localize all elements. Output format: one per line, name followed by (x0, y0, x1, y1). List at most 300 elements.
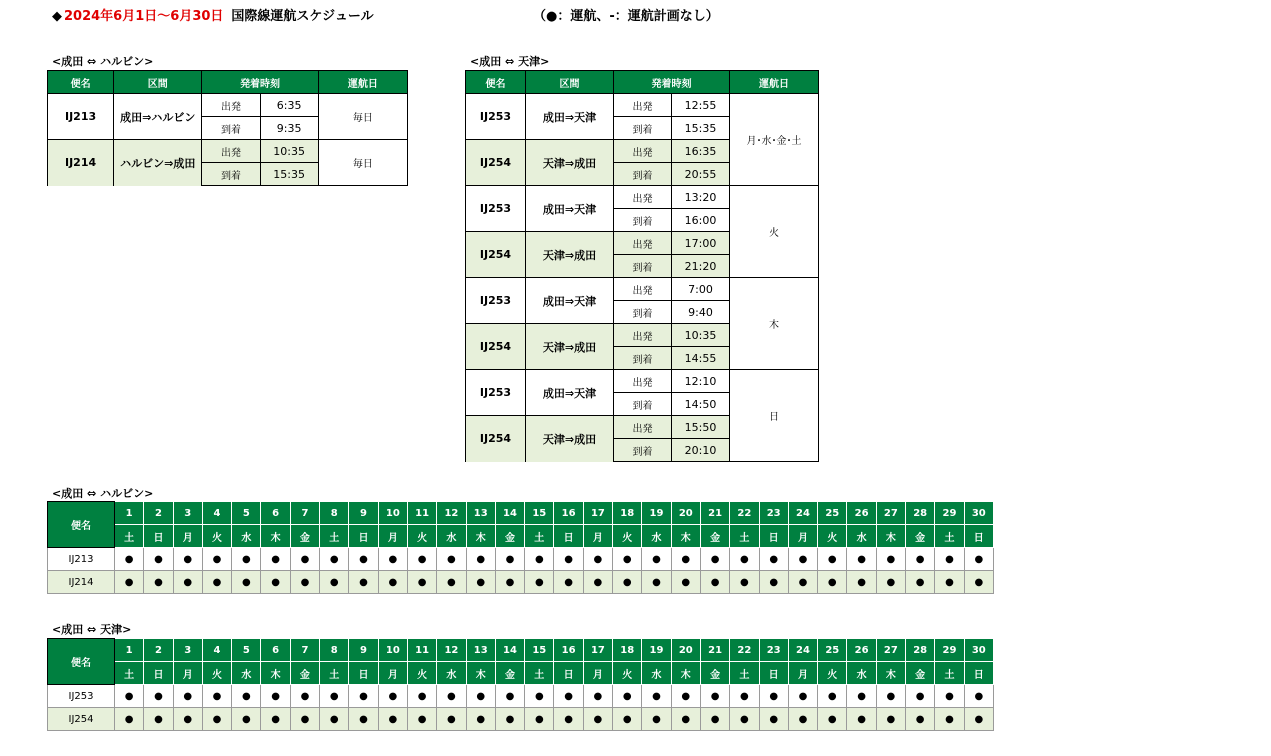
title-text: 国際線運航スケジュール (231, 9, 374, 24)
weekday-cell: 月 (378, 525, 407, 548)
weekday-cell: 月 (173, 662, 202, 685)
route: 成田⇒天津 (526, 94, 614, 140)
route: 天津⇒成田 (526, 416, 614, 462)
weekday-cell: 金 (700, 662, 729, 685)
schedule-row (466, 186, 819, 209)
operation-mark: ● (349, 685, 378, 708)
date-cell: 4 (202, 502, 231, 525)
arr-time: 15:35 (260, 163, 318, 186)
date-cell: 12 (437, 502, 466, 525)
date-cell: 22 (730, 639, 759, 662)
operation-mark: ● (115, 571, 144, 594)
weekday-cell: 日 (759, 525, 788, 548)
calendar-row (48, 548, 994, 571)
weekday-cell: 日 (759, 662, 788, 685)
date-cell: 17 (583, 639, 612, 662)
operation-mark: ● (495, 708, 524, 731)
arr-label: 到着 (614, 209, 672, 232)
weekday-cell: 火 (613, 525, 642, 548)
weekday-cell: 日 (964, 662, 993, 685)
flight-number: IJ254 (466, 324, 526, 370)
date-cell: 8 (320, 502, 349, 525)
operation-mark: ● (232, 571, 261, 594)
operation-mark: ● (818, 708, 847, 731)
col-flight: 便名 (48, 502, 115, 548)
weekday-cell: 土 (935, 662, 964, 685)
weekday-cell: 水 (437, 525, 466, 548)
operation-mark: ● (466, 685, 495, 708)
weekday-cell: 土 (115, 662, 144, 685)
dep-label: 出発 (614, 232, 672, 255)
weekday-cell: 水 (847, 662, 876, 685)
arr-time: 9:40 (672, 301, 730, 324)
operation-mark: ● (700, 548, 729, 571)
operation-mark: ● (818, 571, 847, 594)
weekday-cell: 月 (788, 525, 817, 548)
operation-mark: ● (202, 571, 231, 594)
date-cell: 25 (818, 502, 847, 525)
date-cell: 29 (935, 639, 964, 662)
dep-time: 12:10 (672, 370, 730, 393)
operation-mark: ● (671, 685, 700, 708)
flight-number: IJ254 (466, 232, 526, 278)
weekday-cell: 土 (320, 662, 349, 685)
date-cell: 2 (144, 502, 173, 525)
operation-mark: ● (261, 571, 290, 594)
operation-mark: ● (320, 685, 349, 708)
operation-mark: ● (466, 708, 495, 731)
date-cell: 22 (730, 502, 759, 525)
operation-mark: ● (759, 708, 788, 731)
dep-label: 出発 (614, 370, 672, 393)
date-cell: 4 (202, 639, 231, 662)
date-row (48, 639, 994, 662)
flight-number: IJ214 (48, 140, 114, 186)
dep-time: 15:50 (672, 416, 730, 439)
arr-time: 16:00 (672, 209, 730, 232)
operation-mark: ● (935, 685, 964, 708)
date-cell: 26 (847, 502, 876, 525)
weekday-cell: 水 (232, 662, 261, 685)
operation-mark: ● (730, 708, 759, 731)
flight-number: IJ254 (466, 140, 526, 186)
date-cell: 14 (495, 639, 524, 662)
operation-mark: ● (173, 571, 202, 594)
operation-mark: ● (349, 548, 378, 571)
operation-mark: ● (466, 571, 495, 594)
date-cell: 12 (437, 639, 466, 662)
calendar-row (48, 685, 994, 708)
dep-label: 出発 (614, 278, 672, 301)
flight-number: IJ253 (466, 278, 526, 324)
operation-mark: ● (730, 548, 759, 571)
operation-mark: ● (788, 708, 817, 731)
operation-mark: ● (349, 571, 378, 594)
date-cell: 30 (964, 639, 993, 662)
date-cell: 9 (349, 639, 378, 662)
operation-mark: ● (818, 548, 847, 571)
weekday-cell: 火 (202, 525, 231, 548)
flight-number: IJ254 (466, 416, 526, 462)
weekday-cell: 木 (876, 525, 905, 548)
operation-mark: ● (671, 548, 700, 571)
arr-time: 9:35 (260, 117, 318, 140)
schedule-row (48, 140, 408, 163)
operation-mark: ● (583, 685, 612, 708)
operation-mark: ● (144, 548, 173, 571)
operation-mark: ● (554, 708, 583, 731)
col-days: 運航日 (730, 71, 819, 94)
operation-mark: ● (378, 571, 407, 594)
operating-days: 月･水･金･土 (730, 94, 819, 186)
date-cell: 3 (173, 639, 202, 662)
date-cell: 27 (876, 639, 905, 662)
operation-mark: ● (613, 548, 642, 571)
flight-number: IJ253 (466, 186, 526, 232)
date-cell: 16 (554, 502, 583, 525)
route: 天津⇒成田 (526, 324, 614, 370)
date-cell: 20 (671, 502, 700, 525)
dep-time: 7:00 (672, 278, 730, 301)
weekday-cell: 月 (788, 662, 817, 685)
arr-label: 到着 (614, 439, 672, 462)
operation-mark: ● (876, 685, 905, 708)
operation-mark: ● (700, 685, 729, 708)
col-time: 発着時刻 (202, 71, 318, 94)
date-cell: 28 (906, 502, 935, 525)
operation-mark: ● (935, 571, 964, 594)
operation-mark: ● (115, 548, 144, 571)
operation-mark: ● (144, 685, 173, 708)
operating-days: 日 (730, 370, 819, 462)
tianjin-calendar-caption: <成田 ⇔ 天津> (52, 623, 132, 636)
operation-mark: ● (613, 571, 642, 594)
operation-mark: ● (115, 685, 144, 708)
operation-mark: ● (876, 708, 905, 731)
dep-time: 13:20 (672, 186, 730, 209)
operation-mark: ● (759, 548, 788, 571)
operation-mark: ● (906, 548, 935, 571)
date-cell: 5 (232, 502, 261, 525)
operation-mark: ● (964, 571, 993, 594)
diamond-bullet: ◆ (52, 9, 62, 24)
weekday-cell: 日 (554, 525, 583, 548)
date-cell: 25 (818, 639, 847, 662)
harbin-calendar-caption: <成田 ⇔ ハルビン> (52, 487, 154, 500)
flight-number: IJ254 (48, 708, 115, 731)
date-cell: 24 (788, 639, 817, 662)
col-flight: 便名 (48, 639, 115, 685)
operation-mark: ● (876, 548, 905, 571)
date-row (48, 502, 994, 525)
date-cell: 2 (144, 639, 173, 662)
col-flight: 便名 (48, 71, 114, 94)
operating-days: 木 (730, 278, 819, 370)
operation-mark: ● (525, 571, 554, 594)
operation-mark: ● (202, 708, 231, 731)
flight-number: IJ213 (48, 548, 115, 571)
weekday-cell: 金 (906, 662, 935, 685)
dep-time: 10:35 (672, 324, 730, 347)
operation-mark: ● (935, 548, 964, 571)
dep-label: 出発 (614, 94, 672, 117)
weekday-cell: 月 (378, 662, 407, 685)
schedule-row (466, 94, 819, 117)
weekday-cell: 月 (583, 662, 612, 685)
date-cell: 8 (320, 639, 349, 662)
operation-mark: ● (407, 685, 436, 708)
dep-label: 出発 (614, 186, 672, 209)
legend-text: （●：運航、-：運航計画なし） (533, 9, 719, 24)
weekday-cell: 土 (730, 662, 759, 685)
date-cell: 11 (407, 502, 436, 525)
date-cell: 28 (906, 639, 935, 662)
arr-label: 到着 (202, 163, 260, 186)
weekday-cell: 土 (320, 525, 349, 548)
operation-mark: ● (818, 685, 847, 708)
weekday-cell: 土 (115, 525, 144, 548)
operation-mark: ● (759, 685, 788, 708)
operation-mark: ● (173, 685, 202, 708)
operation-mark: ● (554, 548, 583, 571)
route: 成田⇒ハルビン (114, 94, 202, 140)
operation-mark: ● (642, 685, 671, 708)
operation-mark: ● (906, 571, 935, 594)
operation-mark: ● (437, 548, 466, 571)
date-cell: 19 (642, 639, 671, 662)
weekday-cell: 火 (818, 662, 847, 685)
operation-mark: ● (378, 708, 407, 731)
weekday-cell: 木 (671, 525, 700, 548)
operation-mark: ● (437, 708, 466, 731)
date-cell: 15 (525, 639, 554, 662)
operation-mark: ● (730, 685, 759, 708)
weekday-cell: 金 (290, 662, 319, 685)
operation-mark: ● (847, 708, 876, 731)
dep-time: 12:55 (672, 94, 730, 117)
dep-time: 6:35 (260, 94, 318, 117)
date-cell: 9 (349, 502, 378, 525)
calendar-row (48, 571, 994, 594)
date-cell: 10 (378, 502, 407, 525)
col-section: 区間 (114, 71, 202, 94)
operation-mark: ● (730, 571, 759, 594)
operating-days: 毎日 (318, 140, 407, 186)
date-cell: 21 (700, 502, 729, 525)
weekday-cell: 水 (642, 662, 671, 685)
operation-mark: ● (202, 685, 231, 708)
operation-mark: ● (115, 708, 144, 731)
operation-mark: ● (261, 548, 290, 571)
operation-mark: ● (788, 571, 817, 594)
weekday-cell: 火 (818, 525, 847, 548)
dep-time: 10:35 (260, 140, 318, 163)
operation-mark: ● (906, 708, 935, 731)
weekday-cell: 土 (525, 662, 554, 685)
dep-label: 出発 (614, 324, 672, 347)
tianjin-schedule-table (465, 70, 819, 462)
operation-mark: ● (583, 548, 612, 571)
weekday-cell: 金 (495, 662, 524, 685)
flight-number: IJ214 (48, 571, 115, 594)
date-cell: 19 (642, 502, 671, 525)
date-cell: 5 (232, 639, 261, 662)
operation-mark: ● (671, 708, 700, 731)
operation-mark: ● (495, 685, 524, 708)
operation-mark: ● (261, 708, 290, 731)
operation-mark: ● (964, 685, 993, 708)
operation-mark: ● (964, 548, 993, 571)
weekday-cell: 木 (466, 525, 495, 548)
dep-label: 出発 (202, 140, 260, 163)
arr-time: 14:55 (672, 347, 730, 370)
operating-days: 毎日 (318, 94, 407, 140)
schedule-row (48, 94, 408, 117)
date-cell: 10 (378, 639, 407, 662)
tianjin-schedule-caption: <成田 ⇔ 天津> (470, 55, 550, 68)
route: 天津⇒成田 (526, 140, 614, 186)
col-section: 区間 (526, 71, 614, 94)
operation-mark: ● (173, 548, 202, 571)
weekday-cell: 日 (144, 662, 173, 685)
operation-mark: ● (525, 685, 554, 708)
date-cell: 15 (525, 502, 554, 525)
operation-mark: ● (554, 571, 583, 594)
operation-mark: ● (788, 548, 817, 571)
dep-label: 出発 (614, 140, 672, 163)
operation-mark: ● (290, 708, 319, 731)
weekday-cell: 火 (407, 662, 436, 685)
weekday-cell: 日 (964, 525, 993, 548)
operation-mark: ● (671, 571, 700, 594)
operation-mark: ● (232, 548, 261, 571)
arr-time: 14:50 (672, 393, 730, 416)
weekday-cell: 火 (202, 662, 231, 685)
operation-mark: ● (759, 571, 788, 594)
flight-number: IJ213 (48, 94, 114, 140)
weekday-cell: 火 (407, 525, 436, 548)
date-cell: 7 (290, 639, 319, 662)
operation-mark: ● (583, 571, 612, 594)
arr-time: 15:35 (672, 117, 730, 140)
operation-mark: ● (378, 685, 407, 708)
arr-label: 到着 (614, 117, 672, 140)
weekday-cell: 木 (261, 525, 290, 548)
dep-label: 出発 (614, 416, 672, 439)
operation-mark: ● (202, 548, 231, 571)
operation-mark: ● (583, 708, 612, 731)
dep-time: 17:00 (672, 232, 730, 255)
operation-mark: ● (173, 708, 202, 731)
weekday-cell: 月 (173, 525, 202, 548)
operation-mark: ● (407, 548, 436, 571)
weekday-row (48, 525, 994, 548)
operation-mark: ● (554, 685, 583, 708)
date-cell: 6 (261, 502, 290, 525)
operation-mark: ● (320, 708, 349, 731)
operation-mark: ● (437, 685, 466, 708)
date-cell: 24 (788, 502, 817, 525)
harbin-schedule-caption: <成田 ⇔ ハルビン> (52, 55, 154, 68)
operation-mark: ● (700, 708, 729, 731)
date-cell: 14 (495, 502, 524, 525)
operation-mark: ● (437, 571, 466, 594)
weekday-cell: 水 (232, 525, 261, 548)
date-cell: 20 (671, 639, 700, 662)
date-cell: 13 (466, 502, 495, 525)
operation-mark: ● (495, 548, 524, 571)
arr-label: 到着 (202, 117, 260, 140)
operation-mark: ● (378, 548, 407, 571)
date-cell: 26 (847, 639, 876, 662)
operation-mark: ● (232, 708, 261, 731)
route: 成田⇒天津 (526, 186, 614, 232)
operation-mark: ● (525, 708, 554, 731)
operation-mark: ● (349, 708, 378, 731)
calendar-row (48, 708, 994, 731)
weekday-cell: 木 (261, 662, 290, 685)
weekday-cell: 土 (525, 525, 554, 548)
weekday-row (48, 662, 994, 685)
date-cell: 29 (935, 502, 964, 525)
weekday-cell: 金 (290, 525, 319, 548)
operation-mark: ● (847, 571, 876, 594)
operation-mark: ● (906, 685, 935, 708)
date-cell: 7 (290, 502, 319, 525)
operation-mark: ● (642, 708, 671, 731)
operation-mark: ● (466, 548, 495, 571)
date-cell: 18 (613, 502, 642, 525)
operation-mark: ● (407, 571, 436, 594)
operation-mark: ● (525, 548, 554, 571)
date-cell: 3 (173, 502, 202, 525)
weekday-cell: 月 (583, 525, 612, 548)
date-cell: 6 (261, 639, 290, 662)
arr-time: 21:20 (672, 255, 730, 278)
weekday-cell: 木 (671, 662, 700, 685)
operation-mark: ● (407, 708, 436, 731)
weekday-cell: 土 (730, 525, 759, 548)
route: 成田⇒天津 (526, 278, 614, 324)
operation-mark: ● (144, 708, 173, 731)
operation-mark: ● (876, 571, 905, 594)
operation-mark: ● (935, 708, 964, 731)
harbin-schedule-table (47, 70, 408, 186)
weekday-cell: 日 (349, 525, 378, 548)
date-cell: 16 (554, 639, 583, 662)
arr-label: 到着 (614, 347, 672, 370)
date-cell: 17 (583, 502, 612, 525)
weekday-cell: 金 (906, 525, 935, 548)
operation-mark: ● (642, 571, 671, 594)
operation-mark: ● (700, 571, 729, 594)
flight-number: IJ253 (466, 94, 526, 140)
operation-mark: ● (495, 571, 524, 594)
period-text: 2024年6月1日～6月30日 (64, 9, 224, 24)
operation-mark: ● (613, 708, 642, 731)
date-cell: 23 (759, 502, 788, 525)
col-time: 発着時刻 (614, 71, 730, 94)
operation-mark: ● (788, 685, 817, 708)
operation-mark: ● (847, 548, 876, 571)
date-cell: 18 (613, 639, 642, 662)
flight-number: IJ253 (466, 370, 526, 416)
route: 成田⇒天津 (526, 370, 614, 416)
arr-time: 20:10 (672, 439, 730, 462)
weekday-cell: 日 (554, 662, 583, 685)
page-title (52, 5, 374, 24)
operation-mark: ● (642, 548, 671, 571)
